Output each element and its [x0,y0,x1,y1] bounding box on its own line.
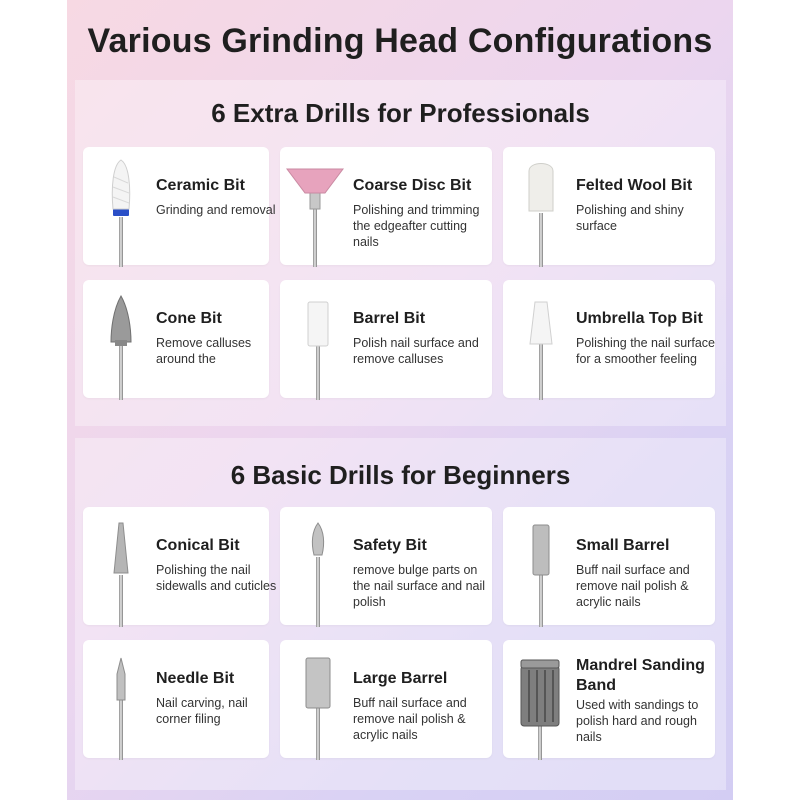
drill-description: Polish nail surface and remove calluses [353,336,479,366]
drill-name: Umbrella Top Bit [576,310,703,327]
section-professionals [75,80,726,426]
drill-description: Polishing and shiny surface [576,203,684,233]
drill-name: Conical Bit [156,537,240,554]
section-title: 6 Extra Drills for Professionals [211,98,590,128]
drill-description: Used with sandings to polish hard and rough nails [576,698,699,744]
drill-name: Barrel Bit [353,310,426,327]
cone-bit-icon [101,290,141,400]
drill-description: Grinding and removal [156,203,276,217]
drill-name: Ceramic Bit [156,177,245,194]
drill-description: Buff nail surface and remove nail polish & acrylic nails [576,563,690,609]
drill-name: Safety Bit [353,537,427,554]
drill-card [503,147,715,265]
coarse-disc-bit-icon [285,157,345,267]
large-barrel-icon [298,650,338,760]
drill-card [280,147,492,265]
drill-description: Polishing the nail surface for a smoother feeling [576,336,715,366]
drill-card [83,147,276,265]
conical-bit-icon [101,517,141,627]
drill-name: Felted Wool Bit [576,177,693,194]
drill-description: remove bulge parts on the nail surface and nail polish [353,563,486,609]
drill-description: Nail carving, nail corner filing [156,696,248,726]
barrel-bit-icon [298,290,338,400]
drill-card [280,507,492,625]
drill-card [503,507,715,625]
page-title: Various Grinding Head Configurations [87,22,713,60]
drill-card [503,640,715,758]
drill-name: Coarse Disc Bit [353,177,472,194]
drill-name: Small Barrel [576,537,670,554]
drill-card [83,280,269,398]
small-barrel-icon [521,517,561,627]
mandrel-sanding-band-icon [515,650,565,760]
drill-card [280,280,492,398]
drill-description: Polishing the nail sidewalls and cuticles [156,563,277,593]
umbrella-top-bit-icon [521,290,561,400]
section-beginners [75,438,726,790]
drill-card [83,507,277,625]
drill-name: Large Barrel [353,670,448,687]
drill-name: Cone Bit [156,310,222,327]
drill-card [503,280,715,398]
drill-description: Polishing and trimming the edgeafter cutting nails [353,203,480,249]
section-title: 6 Basic Drills for Beginners [230,460,571,490]
safety-bit-icon [298,517,338,627]
needle-bit-icon [101,650,141,760]
drill-card [83,640,269,758]
drill-name: Mandrel Sanding Band [576,657,705,694]
ceramic-bit-icon [101,157,141,267]
drill-name: Needle Bit [156,670,235,687]
drill-description: Buff nail surface and remove nail polish & acrylic nails [353,696,467,742]
drill-card [280,640,492,758]
felted-wool-bit-icon [521,157,561,267]
drill-description: Remove calluses around the [156,336,252,366]
